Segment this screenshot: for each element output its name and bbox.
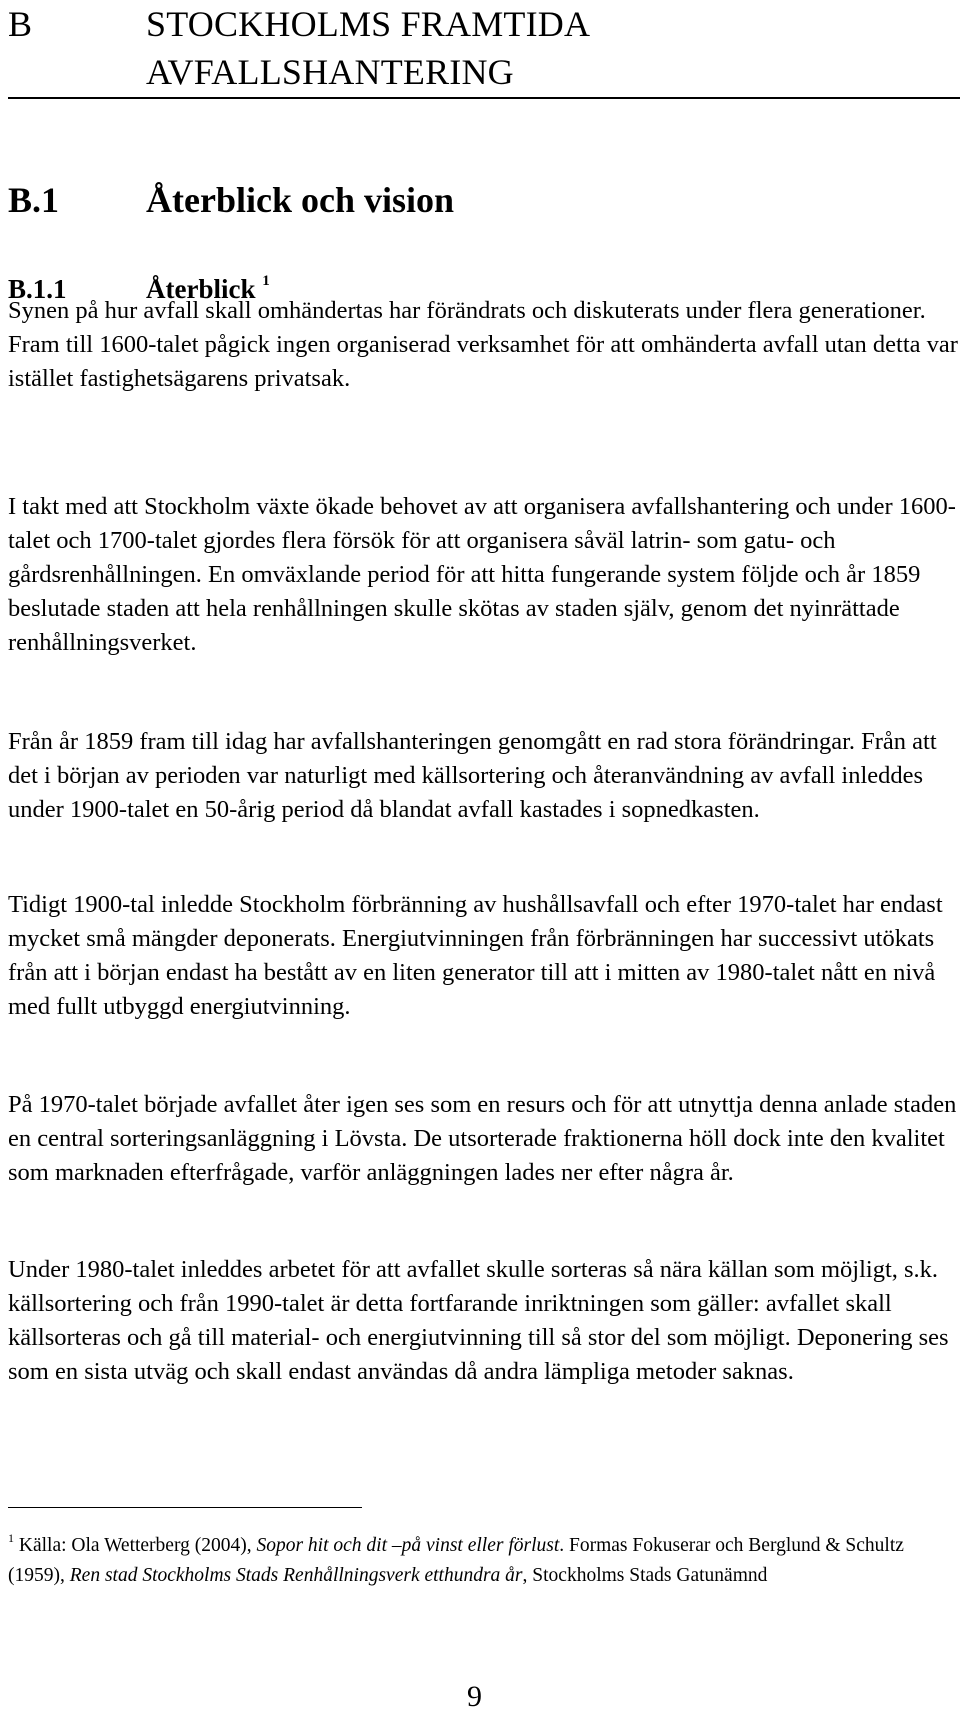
section-title: Återblick och vision bbox=[146, 180, 455, 220]
footnote bbox=[8, 1531, 958, 1591]
paragraph-3: Från år 1859 fram till idag har avfallshanteringen genomgått en rad stora förändringar. Från att det i början av perioden var naturligt med källsortering och återanvändning av avfall inleddes under 1900-talet en 50-årig period då blandat avfall kastades i sopnedkasten. bbox=[8, 728, 937, 823]
footnote-number: 1 bbox=[8, 1531, 14, 1545]
subsection-number: B.1.1 bbox=[8, 274, 67, 304]
footnote-text-a: Källa: Ola Wetterberg (2004), bbox=[18, 1535, 257, 1556]
paragraph-5: På 1970-talet började avfallet åter igen ses som en resurs och för att utnyttja denna anlade staden en central sorteringsanläggning i Lövsta. De utsorterade fraktionerna höll dock inte den kvalitet som marknaden efterfrågade, varför anläggningen lades ner efter några år. bbox=[8, 1091, 957, 1186]
paragraph-4: Tidigt 1900-tal inledde Stockholm förbränning av hushållsavfall och efter 1970-talet har endast mycket små mängder deponerats. Energiutvinningen från förbränningen har successivt utökats från att i början endast ha bestått av en liten generator till att i mitten av 1980-talet nått en nivå med fullt utbyggd energiutvinning. bbox=[8, 891, 943, 1020]
paragraph-6: Under 1980-talet inleddes arbetet för att avfallet skulle sorteras så nära källan som möjligt, s.k. källsortering och från 1990-talet är detta fortfarande inriktningen som gäller: avfallet skall källsorteras och gå till material- och energiutvinning till så stor del som möjligt. Deponering ses som en sista utväg och skall endast användas då andra lämpliga metoder saknas. bbox=[8, 1256, 949, 1385]
footnote-reference[interactable]: 1 bbox=[262, 273, 270, 289]
subsection-title: Återblick bbox=[146, 274, 256, 304]
chapter-title bbox=[146, 0, 946, 96]
chapter-title-line-1: STOCKHOLMS FRAMTIDA bbox=[146, 4, 591, 44]
paragraph-1: Synen på hur avfall skall omhändertas har förändrats och diskuterats under flera generationer. Fram till 1600-talet pågick ingen organiserad verksamhet för att omhänderta avfall utan detta var istället fastighetsägarens privatsak. bbox=[8, 297, 958, 392]
chapter-title-line-2: AVFALLSHANTERING bbox=[146, 52, 514, 92]
footnote-title-b: Ren stad Stockholms Stads Renhållningsverk etthundra år bbox=[69, 1565, 523, 1586]
footnote-title-a: Sopor hit och dit –på vinst eller förlust bbox=[256, 1535, 560, 1556]
section-heading bbox=[8, 178, 908, 222]
footnote-text-c: , Stockholms Stads Gatunämnd bbox=[522, 1565, 768, 1586]
footnote-text-b: . Formas Fokuserar och Berglund & Schultz (1959), bbox=[8, 1535, 904, 1586]
page-number: 9 bbox=[467, 1680, 482, 1713]
chapter-number: B bbox=[8, 4, 33, 44]
chapter-divider bbox=[8, 97, 960, 99]
footnote-separator bbox=[8, 1507, 362, 1508]
paragraph-2: I takt med att Stockholm växte ökade behovet av att organisera avfallshantering och under 1600-talet och 1700-talet gjordes flera försök för att organisera såväl latrin- som gatu- och gårdsrenhållningen. En omväxlande period för att hitta fungerande system följde och år 1859 beslutade staden att hela renhållningen skulle skötas av staden själv, genom det nyinrättade renhållningsverket. bbox=[8, 493, 956, 656]
section-number: B.1 bbox=[8, 180, 60, 220]
